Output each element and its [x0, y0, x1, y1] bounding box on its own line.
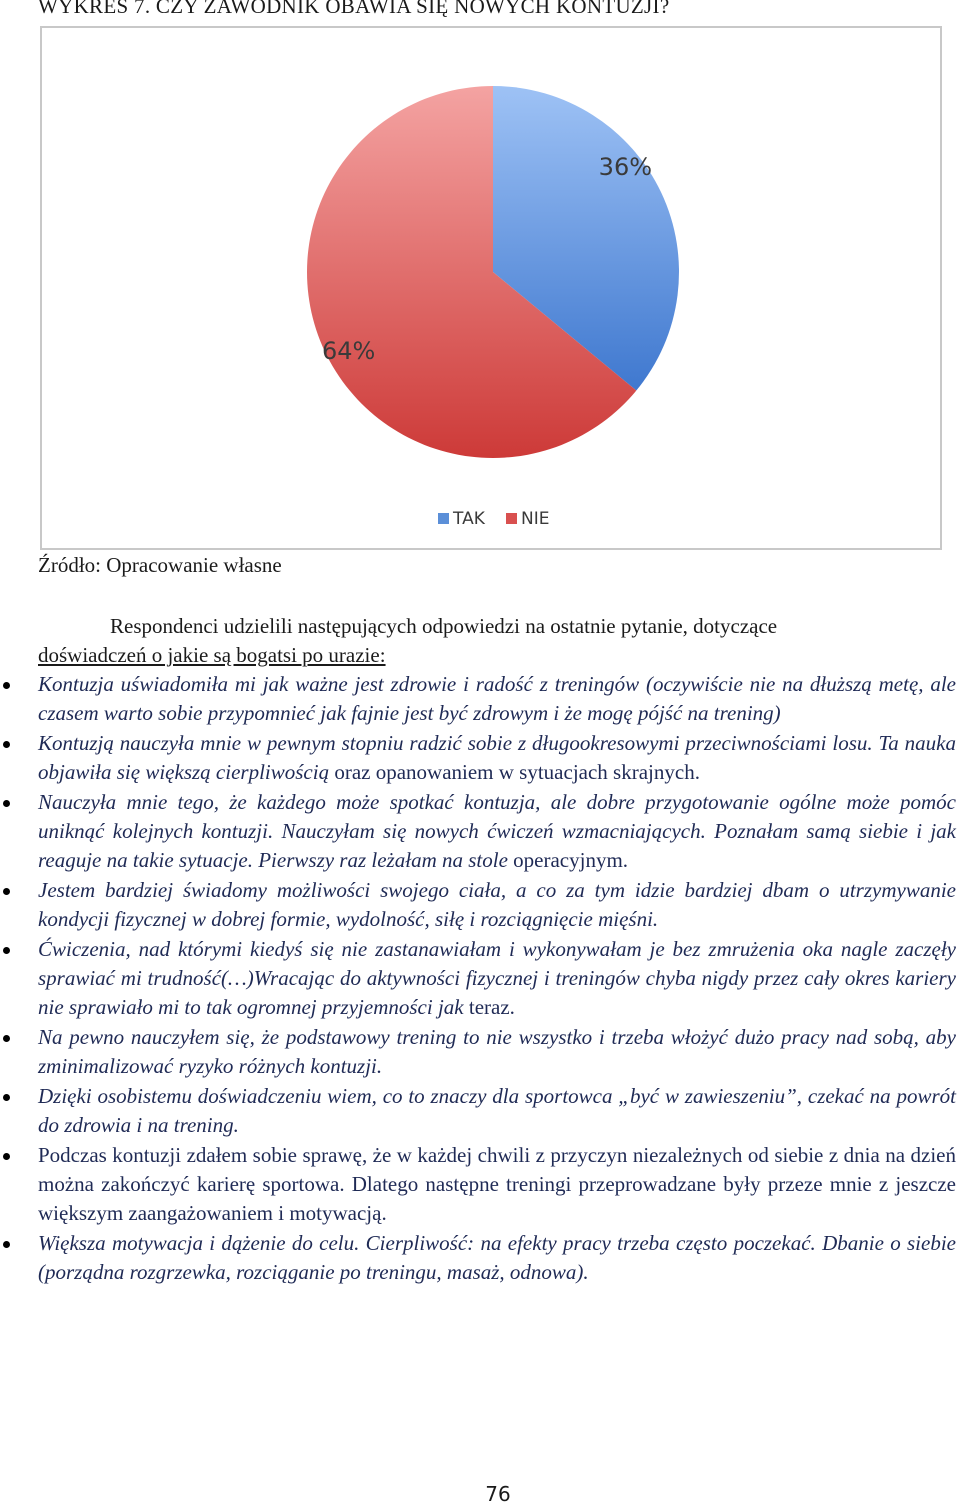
list-item: Większa motywacja i dążenie do celu. Cierpliwość: na efekty pracy trzeba często poczekać. Dbanie o siebie (porządna rozgrzewka, rozciąganie po treningu, masaż, odnowa). — [0, 1229, 956, 1287]
legend-swatch-nie — [506, 513, 517, 524]
list-item: Kontuzja uświadomiła mi jak ważne jest zdrowie i radość z treningów (oczywiście nie na dłuższą metę, ale czasem warto sobie przypomnieć jak fajnie jest być zdrowym i że mogę pójść na trening) — [0, 670, 956, 728]
intro-line-1: Respondenci udzielili następujących odpowiedzi na ostatnie pytanie, dotyczące — [110, 614, 778, 638]
answers-list — [0, 670, 956, 1288]
intro-line-2: doświadczeń o jakie są bogatsi po urazie: — [38, 643, 386, 667]
page-number: 76 — [485, 1482, 511, 1506]
legend-label-tak: TAK — [453, 509, 485, 529]
pie-label-nie: 64% — [321, 337, 376, 366]
legend-swatch-tak — [438, 513, 449, 524]
intro-paragraph — [38, 612, 956, 670]
list-item: Ćwiczenia, nad którymi kiedyś się nie zastanawiałam i wykonywałam je bez zmrużenia oka nagle zaczęły sprawiać mi trudność(…)Wracając do aktywności fizycznej i treningów chyba nigdy przez cały okres kariery nie sprawiało mi to tak ogromnej przyjemności jak teraz. — [0, 935, 956, 1022]
list-item: Nauczyła mnie tego, że każdego może spotkać kontuzja, ale dobre przygotowanie ogólne może pomóc uniknąć kolejnych kontuzji. Nauczyłam się nowych ćwiczeń wzmacniających. Poznałam samą siebie i jak reaguje na takie sytuacje. Pierwszy raz leżałam na stole operacyjnym. — [0, 788, 956, 875]
legend-label-nie: NIE — [521, 509, 550, 529]
pie-chart — [42, 28, 940, 548]
pie-chart-frame — [40, 26, 942, 550]
list-item: Kontuzją nauczyła mnie w pewnym stopniu radzić sobie z długookresowymi przeciwnościami losu. Ta nauka objawiła się większą cierpliwością oraz opanowaniem w sytuacjach skrajnych. — [0, 729, 956, 787]
list-item: Jestem bardziej świadomy możliwości swojego ciała, a co za tym idzie bardziej dbam o utrzymywanie kondycji fizycznej w dobrej formie, wydolność, siłę i rozciągnięcie mięśni. — [0, 876, 956, 934]
source-note: Źródło: Opracowanie własne — [38, 553, 282, 577]
list-item: Podczas kontuzji zdałem sobie sprawę, że w każdej chwili z przyczyn niezależnych od siebie z dnia na dzień można zakończyć karierę sportowa. Dlatego następne treningi przeprowadzane były przeze mnie z jeszcze większym zaangażowaniem i motywacją. — [0, 1141, 956, 1228]
figure-heading: WYKRES 7. CZY ZAWODNIK OBAWIA SIĘ NOWYCH KONTUZJI? — [38, 0, 670, 18]
pie-label-tak: 36% — [598, 152, 653, 181]
list-item: Dzięki osobistemu doświadczeniu wiem, co to znaczy dla sportowca „być w zawieszeniu”, czekać na powrót do zdrowia i na trening. — [0, 1082, 956, 1140]
list-item: Na pewno nauczyłem się, że podstawowy trening to nie wszystko i trzeba włożyć dużo pracy nad sobą, aby zminimalizować ryzyko różnych kontuzji. — [0, 1023, 956, 1081]
